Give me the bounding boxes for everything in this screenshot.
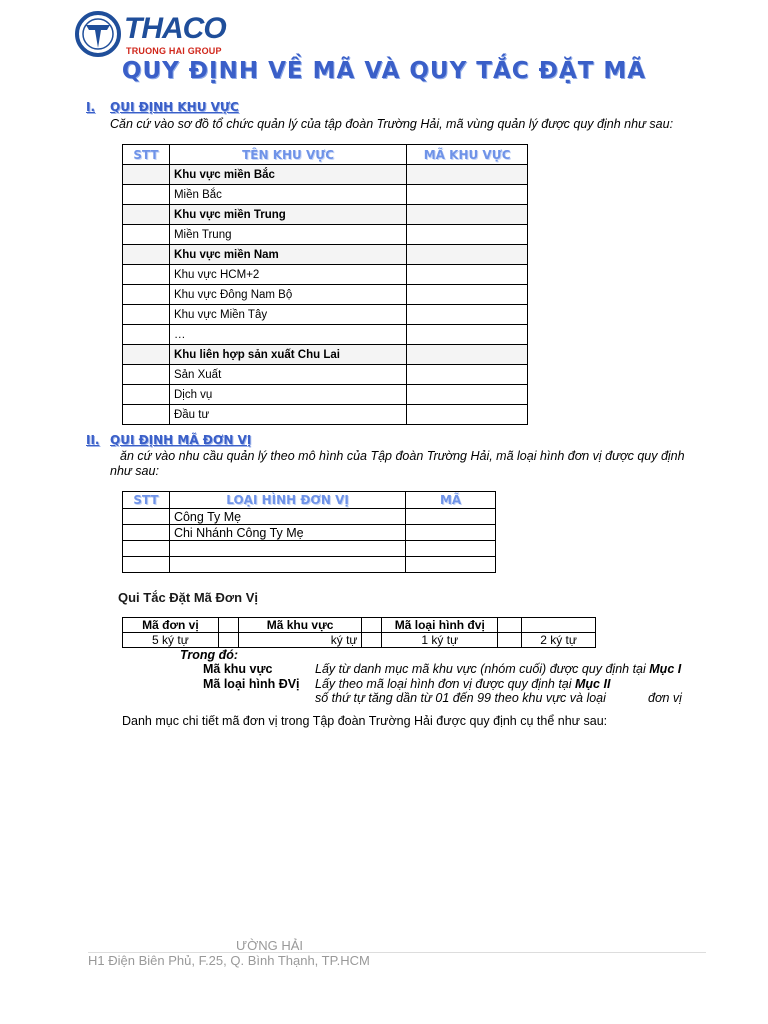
section1-num: I. <box>86 100 96 114</box>
page-title: QUY ĐỊNH VỀ MÃ VÀ QUY TẮC ĐẶT MÃ <box>121 58 647 84</box>
region-stt-cell <box>123 265 170 285</box>
unit-header-code: MÃ <box>406 492 496 509</box>
unit-header-stt: STT <box>123 492 170 509</box>
unit-type-cell <box>169 541 405 557</box>
region-name-cell: Miền Bắc <box>169 185 406 205</box>
rule-value-cell <box>498 633 522 648</box>
rule-value-cell: ký tự <box>238 633 362 648</box>
note2-label: Mã loại hình ĐVị <box>203 677 300 691</box>
note1-body: Lấy từ danh mục mã khu vực (nhóm cuối) được quy định tại <box>315 662 650 676</box>
region-stt-cell <box>123 385 170 405</box>
unit-type-table <box>122 491 496 573</box>
region-row <box>123 265 528 285</box>
unit-header-type: LOẠI HÌNH ĐƠN VỊ <box>169 492 405 509</box>
note1-label: Mã khu vực <box>203 662 273 676</box>
region-name-cell: Khu vực Miền Tây <box>169 305 406 325</box>
region-code-cell <box>407 165 528 185</box>
region-code-cell <box>407 305 528 325</box>
region-name-cell: Khu vực HCM+2 <box>169 265 406 285</box>
region-name-cell: Khu vực Đông Nam Bộ <box>169 285 406 305</box>
unit-row <box>123 509 496 525</box>
unit-type-cell <box>169 557 405 573</box>
region-header-stt: STT <box>123 145 170 165</box>
unit-type-cell: Chi Nhánh Công Ty Mẹ <box>169 525 405 541</box>
region-row <box>123 165 528 185</box>
note2-text <box>315 677 610 691</box>
region-stt-cell <box>123 165 170 185</box>
region-stt-cell <box>123 405 170 425</box>
note1-ref: Mục I <box>649 662 682 676</box>
rule-header-cell <box>522 618 596 633</box>
region-name-cell: Sản Xuất <box>169 365 406 385</box>
unit-type-cell: Công Ty Mẹ <box>169 509 405 525</box>
region-name-cell: Khu vực miền Nam <box>169 245 406 265</box>
region-header-name: TÊN KHU VỰC <box>169 145 406 165</box>
region-row <box>123 245 528 265</box>
region-name-cell: Khu liên hợp sản xuất Chu Lai <box>169 345 406 365</box>
rule-value-cell: 5 ký tự <box>123 633 219 648</box>
region-name-cell: Khu vực miền Trung <box>169 205 406 225</box>
logo-subtitle: TRUONG HAI GROUP <box>126 46 222 56</box>
footer-company: ƯỜNG HẢI <box>236 938 304 953</box>
region-name-cell: Dịch vụ <box>169 385 406 405</box>
rule-header-cell <box>218 618 238 633</box>
region-code-cell <box>407 345 528 365</box>
section1-title: QUI ĐỊNH KHU VỰC <box>110 100 239 114</box>
section1-intro: Căn cứ vào sơ đồ tổ chức quản lý của tập đoàn Trường Hải, mã vùng quản lý được quy định như sau: <box>110 117 674 131</box>
region-stt-cell <box>123 345 170 365</box>
region-stt-cell <box>123 245 170 265</box>
region-code-cell <box>407 285 528 305</box>
rule-header-cell: Mã đơn vị <box>123 618 219 633</box>
section2-intro-line1: ăn cứ vào nhu cầu quản lý theo mô hình của Tập đoàn Trường Hải, mã loại hình đơn vị được quy định <box>120 449 685 463</box>
region-code-cell <box>407 385 528 405</box>
region-row <box>123 405 528 425</box>
rule-value-cell <box>362 633 382 648</box>
region-header-code: MÃ KHU VỰC <box>407 145 528 165</box>
unit-code-cell <box>406 509 496 525</box>
note2-body: Lấy theo mã loại hình đơn vị được quy định tại <box>315 677 575 691</box>
region-code-cell <box>407 405 528 425</box>
section1-heading <box>86 100 239 114</box>
note1-text <box>315 662 681 676</box>
region-row <box>123 285 528 305</box>
section2-num: II. <box>86 433 100 447</box>
region-code-cell <box>407 325 528 345</box>
unit-stt-cell <box>123 509 170 525</box>
unit-code-cell <box>406 525 496 541</box>
unit-stt-cell <box>123 557 170 573</box>
rule-header-cell <box>362 618 382 633</box>
region-code-cell <box>407 245 528 265</box>
region-row <box>123 365 528 385</box>
region-stt-cell <box>123 285 170 305</box>
region-stt-cell <box>123 225 170 245</box>
rule-header-cell: Mã loại hình đvị <box>382 618 498 633</box>
footer-address: H1 Điện Biên Phủ, F.25, Q. Bình Thạnh, TP.HCM <box>88 953 370 968</box>
section2-heading <box>86 433 251 447</box>
logo-brand: THACO <box>124 12 226 45</box>
region-code-cell <box>407 265 528 285</box>
unit-row <box>123 525 496 541</box>
region-stt-cell <box>123 205 170 225</box>
unit-code-cell <box>406 557 496 573</box>
code-rule-table <box>122 617 596 648</box>
section2-title: QUI ĐỊNH MÃ ĐƠN VỊ <box>110 433 252 447</box>
rule-value-cell <box>218 633 238 648</box>
region-stt-cell <box>123 185 170 205</box>
region-row <box>123 185 528 205</box>
company-logo <box>74 10 224 62</box>
unit-row <box>123 557 496 573</box>
region-row <box>123 225 528 245</box>
region-name-cell: Đầu tư <box>169 405 406 425</box>
region-name-cell: … <box>169 325 406 345</box>
rule-value-cell: 1 ký tự <box>382 633 498 648</box>
region-row <box>123 345 528 365</box>
unit-row <box>123 541 496 557</box>
thaco-emblem-icon <box>74 10 122 58</box>
trong-do-label: Trong đó: <box>180 648 239 662</box>
section2-intro-line2: như sau: <box>110 464 159 478</box>
note2-ref: Mục II <box>575 677 611 691</box>
rule-header-cell: Mã khu vực <box>238 618 362 633</box>
region-row <box>123 325 528 345</box>
region-code-cell <box>407 185 528 205</box>
closing-text: Danh mục chi tiết mã đơn vị trong Tập đoàn Trường Hải được quy định cụ thể như sau: <box>122 714 608 728</box>
region-row <box>123 305 528 325</box>
region-stt-cell <box>123 305 170 325</box>
rule-header-cell <box>498 618 522 633</box>
region-code-cell <box>407 225 528 245</box>
region-name-cell: Khu vực miền Bắc <box>169 165 406 185</box>
region-stt-cell <box>123 325 170 345</box>
rule-value-cell: 2 ký tự <box>522 633 596 648</box>
region-row <box>123 205 528 225</box>
unit-code-cell <box>406 541 496 557</box>
region-row <box>123 385 528 405</box>
region-code-cell <box>407 365 528 385</box>
region-code-cell <box>407 205 528 225</box>
unit-stt-cell <box>123 541 170 557</box>
note3-text: số thứ tự tăng dần từ 01 đến 99 theo khu vực và loại <box>315 691 606 705</box>
note3-tail: đơn vị <box>648 691 682 705</box>
region-name-cell: Miền Trung <box>169 225 406 245</box>
unit-stt-cell <box>123 525 170 541</box>
rule-heading: Qui Tắc Đặt Mã Đơn Vị <box>118 590 258 605</box>
region-table <box>122 144 528 425</box>
region-stt-cell <box>123 365 170 385</box>
